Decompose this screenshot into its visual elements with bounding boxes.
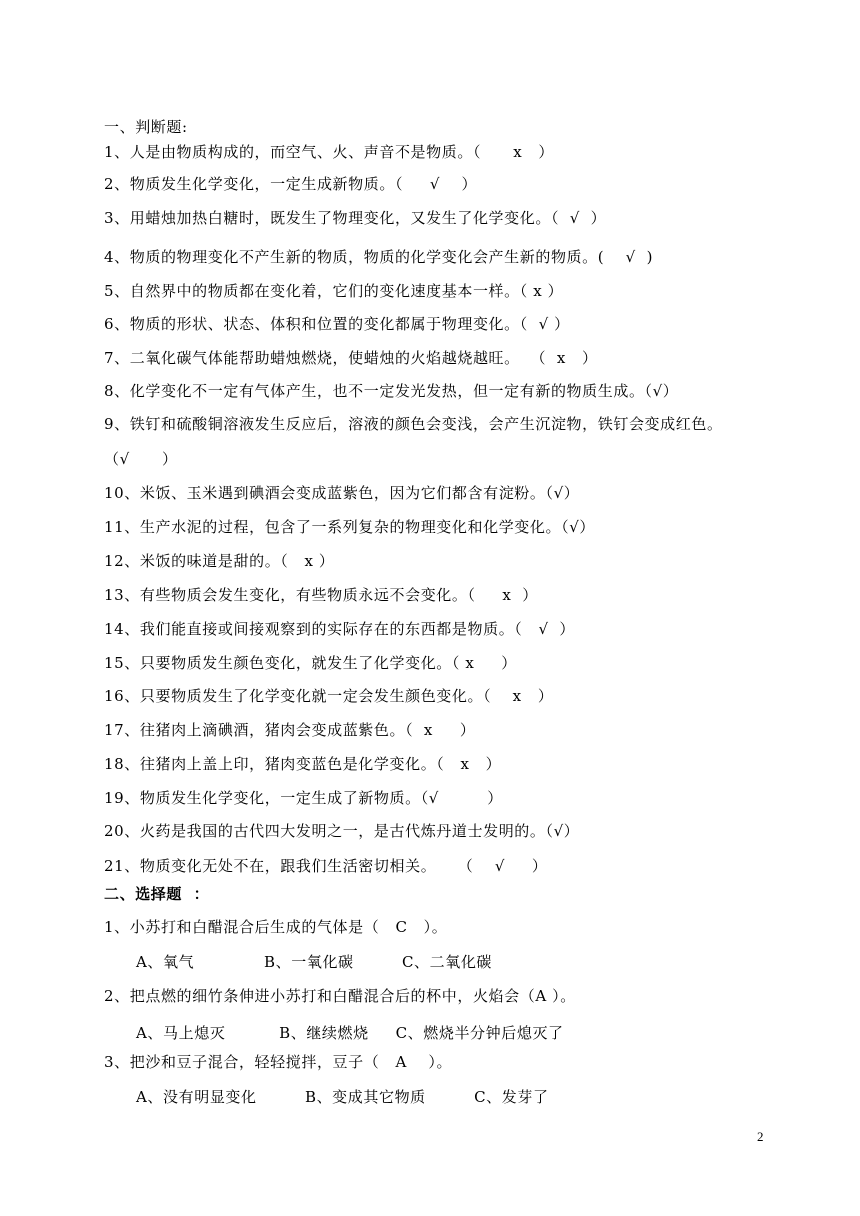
choice-question-3-options: A、没有明显变化 B、变成其它物质 C、发芽了 <box>136 1088 549 1106</box>
judgment-item-12: 12、米饭的味道是甜的。（ x ） <box>104 552 335 570</box>
judgment-item-7: 7、二氧化碳气体能帮助蜡烛燃烧，使蜡烛的火焰越烧越旺。 （ x ） <box>104 349 598 367</box>
choice-question-2: 2、把点燃的细竹条伸进小苏打和白醋混合后的杯中，火焰会（A ）。 <box>104 987 576 1005</box>
judgment-item-2: 2、物质发生化学变化，一定生成新物质。（ √ ） <box>104 175 478 193</box>
judgment-item-14: 14、我们能直接或间接观察到的实际存在的东西都是物质。（ √ ） <box>104 620 575 638</box>
judgment-item-3: 3、用蜡烛加热白糖时，既发生了物理变化，又发生了化学变化。（ √ ） <box>104 209 607 227</box>
judgment-item-9: 9、铁钉和硫酸铜溶液发生反应后，溶液的颜色会变浅，会产生沉淀物，铁钉会变成红色。 <box>104 415 723 433</box>
judgment-item-13: 13、有些物质会发生变化，有些物质永远不会变化。（ x ） <box>104 586 538 604</box>
choice-question-3: 3、把沙和豆子混合，轻轻搅拌，豆子（ A ）。 <box>104 1053 453 1071</box>
judgment-item-6: 6、物质的形状、状态、体积和位置的变化都属于物理变化。（ √ ） <box>104 315 570 333</box>
judgment-item-4: 4、物质的物理变化不产生新的物质，物质的化学变化会产生新的物质。( √ ) <box>104 248 654 266</box>
judgment-item-16: 16、只要物质发生了化学变化就一定会发生颜色变化。（ x ） <box>104 687 554 705</box>
judgment-item-18: 18、往猪肉上盖上印，猪肉变蓝色是化学变化。（ x ） <box>104 755 502 773</box>
choice-question-1: 1、小苏打和白醋混合后生成的气体是（ C ）。 <box>104 918 448 936</box>
judgment-item-19: 19、物质发生化学变化，一定生成了新物质。（√ ） <box>104 789 503 807</box>
section-1-heading: 一、判断题: <box>104 118 188 136</box>
judgment-item-10: 10、米饭、玉米遇到碘酒会变成蓝紫色，因为它们都含有淀粉。（√） <box>104 484 580 502</box>
judgment-item-1: 1、人是由物质构成的，而空气、火、声音不是物质。（ x ） <box>104 143 555 161</box>
choice-question-1-options: A、氧气 B、一氧化碳 C、二氧化碳 <box>136 953 493 971</box>
judgment-item-5: 5、自然界中的物质都在变化着，它们的变化速度基本一样。（ x ） <box>104 282 564 300</box>
judgment-item-11: 11、生产水泥的过程，包含了一系列复杂的物理变化和化学变化。（√） <box>104 518 595 536</box>
section-2-heading: 二、选择题 ： <box>104 885 210 903</box>
judgment-item-17: 17、往猪肉上滴碘酒，猪肉会变成蓝紫色。（ x ） <box>104 721 476 739</box>
judgment-item-21: 21、物质变化无处不在，跟我们生活密切相关。 （ √ ） <box>104 857 548 875</box>
judgment-item-20: 20、火药是我国的古代四大发明之一，是古代炼丹道士发明的。（√） <box>104 822 580 840</box>
page-number: 2 <box>757 1129 764 1144</box>
choice-question-2-options: A、马上熄灭 B、继续燃烧 C、燃烧半分钟后熄灭了 <box>136 1024 564 1042</box>
judgment-item-9-answer: （√ ） <box>104 450 178 468</box>
judgment-item-15: 15、只要物质发生颜色变化，就发生了化学变化。（ x ） <box>104 654 517 672</box>
judgment-item-8: 8、化学变化不一定有气体产生，也不一定发光发热，但一定有新的物质生成。（√） <box>104 382 679 400</box>
